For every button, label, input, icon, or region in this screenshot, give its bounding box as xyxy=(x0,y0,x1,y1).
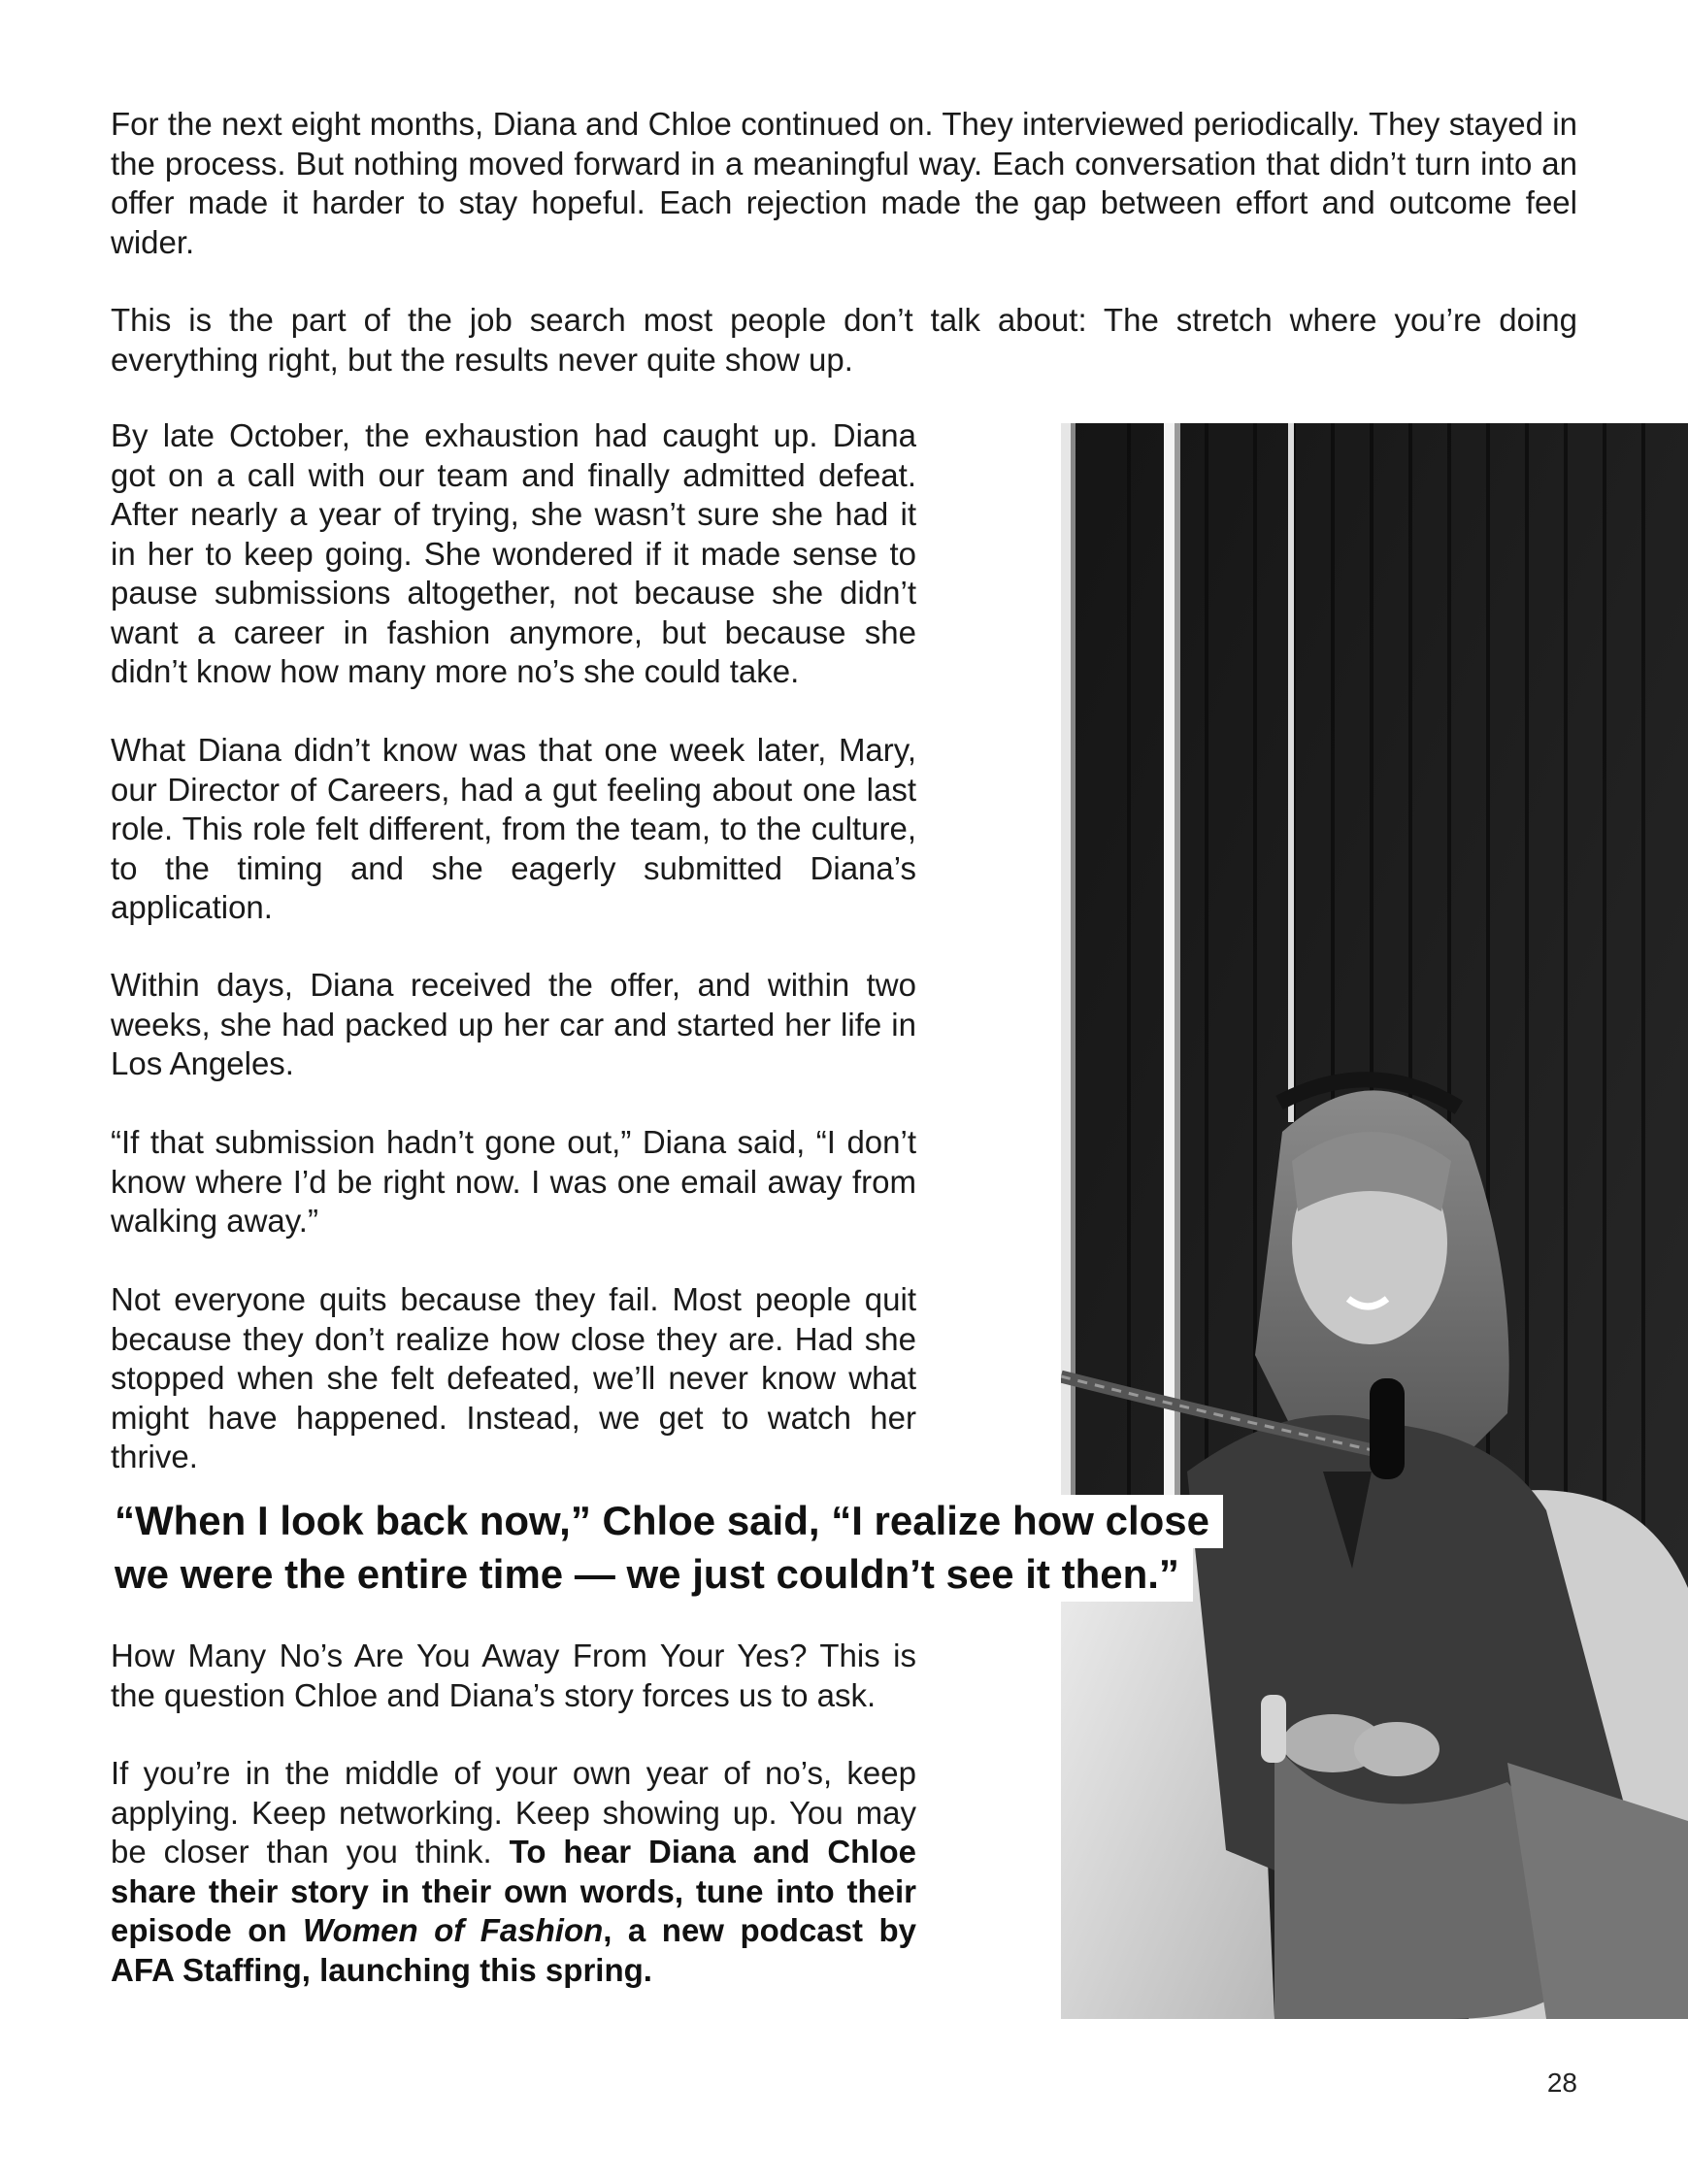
closing-plain-text: If you’re in the middle of your own year of no’s, keep applying. Keep networking. Keep showing up. You may be closer than you think. xyxy=(111,1755,916,1870)
podcast-photo xyxy=(1061,423,1688,2019)
podcast-title: Women of Fashion xyxy=(303,1912,604,1948)
paragraph-stretch: This is the part of the job search most people don’t talk about: The stretch where you’re doing everything right, but the results never quite show up. xyxy=(111,302,1577,378)
paragraph-intro: For the next eight months, Diana and Chloe continued on. They interviewed periodically. They stayed in the process. But nothing moved forward in a meaningful way. Each conversation that didn’t turn into an offer made it harder to stay hopeful. Each rejection made the gap between effort and outcome feel wider. xyxy=(111,106,1577,260)
closing-podcast-callout: To hear Diana and Chloe share their story in their own words, tune into their episode on Women of Fashion, a new podcast by AFA Staffing, launching this spring. xyxy=(111,1834,917,1988)
paragraph-one-last-role: What Diana didn’t know was that one week later, Mary, our Director of Careers, had a gut feeling about one last role. This role felt different, from the team, to the culture, to the timing and she eagerly submitted Diana’s application. xyxy=(111,732,916,925)
page-number: 28 xyxy=(1546,2068,1577,2098)
paragraph-not-everyone-quits: Not everyone quits because they fail. Most people quit because they don’t realize how close they are. Had she stopped when she felt defeated, we’ll never know what might have happened. Instead, we get to watch her thrive. xyxy=(111,1281,916,1474)
pull-quote xyxy=(111,1495,1223,1602)
paragraph-diana-quote: “If that submission hadn’t gone out,” Diana said, “I don’t know where I’d be right now. I was one email away from walking away.” xyxy=(111,1124,916,1239)
pull-quote-line-1: “When I look back now,” Chloe said, “I realize how close xyxy=(111,1495,1223,1548)
paragraph-offer: Within days, Diana received the offer, and within two weeks, she had packed up her car and started her life in Los Angeles. xyxy=(111,967,916,1081)
pull-quote-line-2: we were the entire time — we just couldn’t see it then.” xyxy=(111,1548,1193,1602)
paragraph-late-october: By late October, the exhaustion had caught up. Diana got on a call with our team and finally admitted defeat. After nearly a year of trying, she wasn’t sure she had it in her to keep going. She wondered if it made sense to pause submissions altogether, not because she didn’t want a career in fashion anymore, but because she didn’t know how many more no’s she could take. xyxy=(111,417,916,689)
paragraph-closing xyxy=(111,1754,916,1990)
paragraph-question: How Many No’s Are You Away From Your Yes? This is the question Chloe and Diana’s story forces us to ask. xyxy=(111,1638,916,1713)
